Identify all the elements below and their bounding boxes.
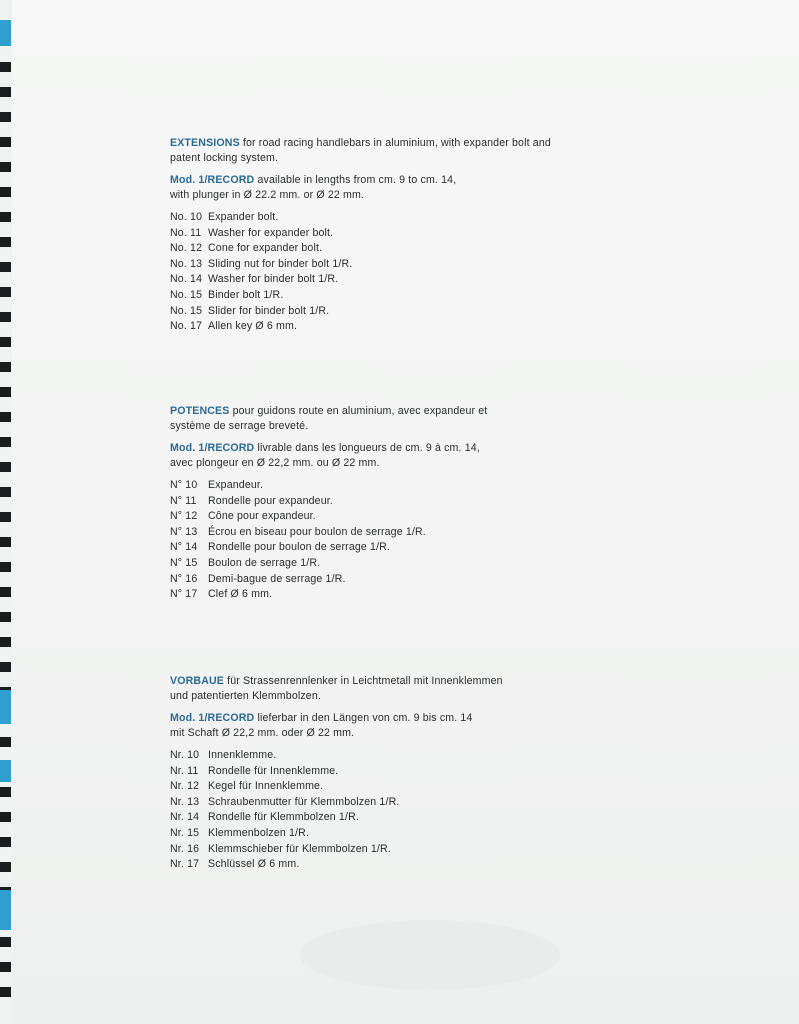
section-intro <box>170 404 640 434</box>
binding-mark <box>0 562 11 572</box>
part-description: Rondelle pour boulon de serrage 1/R. <box>208 541 391 554</box>
part-description: Washer for binder bolt 1/R. <box>208 273 339 286</box>
model-keyword: Mod. 1/RECORD <box>170 174 255 186</box>
part-number: Nr. 14 <box>170 811 200 824</box>
part-number: Nr. 17 <box>170 858 200 871</box>
part-description: Rondelle pour expandeur. <box>208 494 333 507</box>
part-description: Expandeur. <box>208 479 264 491</box>
part-number: Nr. 11 <box>170 764 199 777</box>
part-description: Schraubenmutter für Klemmbolzen 1/R. <box>208 795 400 808</box>
part-description: Klemmenbolzen 1/R. <box>208 826 310 839</box>
section-english <box>170 136 640 345</box>
model-description <box>170 173 640 203</box>
parts-list <box>170 748 640 873</box>
part-number: No. 14 <box>170 273 203 286</box>
binding-mark <box>0 187 11 197</box>
binding-mark <box>0 362 11 372</box>
part-item <box>170 226 640 242</box>
binding-mark <box>0 237 11 247</box>
section-intro <box>170 136 640 166</box>
binding-mark <box>0 487 11 497</box>
part-number: No. 11 <box>170 226 202 239</box>
part-item <box>170 210 640 226</box>
part-item <box>170 810 640 826</box>
intro-line-2: système de serrage breveté. <box>170 420 309 432</box>
binding-mark <box>0 62 11 72</box>
intro-line-2: patent locking system. <box>170 152 279 164</box>
part-number: No. 17 <box>170 320 203 333</box>
part-item <box>170 272 640 288</box>
binding-mark <box>0 987 11 997</box>
binding-mark <box>0 587 11 597</box>
part-item <box>170 826 640 842</box>
part-number: N° 17 <box>170 588 198 601</box>
part-number: N° 16 <box>170 572 198 585</box>
part-number: No. 12 <box>170 242 203 255</box>
model-description <box>170 711 640 741</box>
section-french <box>170 404 640 613</box>
model-keyword: Mod. 1/RECORD <box>170 712 255 724</box>
binding-mark <box>0 937 11 947</box>
intro-text: pour guidons route en aluminium, avec expandeur et <box>229 405 488 417</box>
part-item <box>170 556 640 572</box>
binding-mark <box>0 737 11 747</box>
part-item <box>170 494 640 510</box>
binding-mark <box>0 637 11 647</box>
intro-text: for road racing handlebars in aluminium, with expander bolt and <box>239 137 551 149</box>
part-number: N° 14 <box>170 541 198 554</box>
binding-mark <box>0 512 11 522</box>
intro-line-1 <box>170 674 640 689</box>
binding-mark <box>0 337 11 347</box>
part-item <box>170 857 640 873</box>
part-number: Nr. 10 <box>170 749 200 761</box>
part-description: Écrou en biseau pour boulon de serrage 1/R. <box>208 525 426 538</box>
part-item <box>170 304 640 320</box>
part-description: Cône pour expandeur. <box>208 510 316 523</box>
section-intro <box>170 674 640 704</box>
part-description: Kegel für Innenklemme. <box>208 780 324 793</box>
binding-mark <box>0 690 11 724</box>
part-description: Allen key Ø 6 mm. <box>208 320 298 333</box>
binding-mark <box>0 837 11 847</box>
part-item <box>170 241 640 257</box>
model-line-1 <box>170 441 640 456</box>
part-description: Expander bolt. <box>208 211 279 223</box>
binding-mark <box>0 662 11 672</box>
binding-mark <box>0 20 11 46</box>
part-item <box>170 319 640 335</box>
part-number: N° 13 <box>170 525 198 538</box>
part-item <box>170 764 640 780</box>
part-number: Nr. 13 <box>170 795 200 808</box>
part-number: N° 12 <box>170 510 198 523</box>
model-line-2: avec plongeur en Ø 22,2 mm. ou Ø 22 mm. <box>170 457 380 469</box>
intro-text: für Strassenrennlenker in Leichtmetall mit Innenklemmen <box>224 675 503 687</box>
part-item <box>170 509 640 525</box>
binding-mark <box>0 287 11 297</box>
intro-line-1 <box>170 404 640 419</box>
section-keyword: EXTENSIONS <box>170 137 240 149</box>
binding-mark <box>0 162 11 172</box>
part-description: Rondelle für Innenklemme. <box>208 764 339 777</box>
part-number: Nr. 12 <box>170 780 200 793</box>
model-line-2: with plunger in Ø 22.2 mm. or Ø 22 mm. <box>170 189 365 201</box>
part-item <box>170 795 640 811</box>
part-description: Clef Ø 6 mm. <box>208 588 273 601</box>
part-item <box>170 748 640 764</box>
part-description: Slider for binder bolt 1/R. <box>208 304 330 317</box>
parts-list <box>170 210 640 335</box>
part-description: Schlüssel Ø 6 mm. <box>208 858 300 871</box>
part-description: Demi-bague de serrage 1/R. <box>208 572 346 585</box>
intro-line-1 <box>170 136 640 151</box>
model-text: lieferbar in den Längen von cm. 9 bis cm. 14 <box>254 712 473 724</box>
part-number: Nr. 16 <box>170 842 200 855</box>
part-number: No. 10 <box>170 211 203 223</box>
part-number: Nr. 15 <box>170 826 200 839</box>
part-item <box>170 525 640 541</box>
part-description: Cone for expander bolt. <box>208 242 323 255</box>
section-german <box>170 674 640 883</box>
part-item <box>170 257 640 273</box>
part-item <box>170 587 640 603</box>
binding-mark <box>0 312 11 322</box>
part-description: Binder bolt 1/R. <box>208 288 284 301</box>
part-description: Washer for expander bolt. <box>208 226 334 239</box>
binding-mark <box>0 787 11 797</box>
binding-mark <box>0 437 11 447</box>
binding-mark <box>0 537 11 547</box>
section-keyword: VORBAUE <box>170 675 225 687</box>
binding-edge <box>0 0 12 1024</box>
model-line-1 <box>170 711 640 726</box>
part-description: Rondelle für Klemmbolzen 1/R. <box>208 811 359 824</box>
binding-mark <box>0 112 11 122</box>
part-number: No. 13 <box>170 257 203 270</box>
binding-mark <box>0 760 11 782</box>
binding-mark <box>0 412 11 422</box>
binding-mark <box>0 862 11 872</box>
binding-mark <box>0 387 11 397</box>
part-item <box>170 478 640 494</box>
binding-mark <box>0 87 11 97</box>
part-item <box>170 779 640 795</box>
model-keyword: Mod. 1/RECORD <box>170 442 255 454</box>
binding-mark <box>0 812 11 822</box>
model-line-1 <box>170 173 640 188</box>
part-number: N° 11 <box>170 494 197 507</box>
part-item <box>170 572 640 588</box>
part-description: Sliding nut for binder bolt 1/R. <box>208 257 353 270</box>
binding-mark <box>0 462 11 472</box>
model-description <box>170 441 640 471</box>
part-number: N° 10 <box>170 479 198 491</box>
part-item <box>170 842 640 858</box>
paper-smudge <box>300 920 560 990</box>
part-description: Boulon de serrage 1/R. <box>208 556 321 569</box>
binding-mark <box>0 137 11 147</box>
section-keyword: POTENCES <box>170 405 230 417</box>
binding-mark <box>0 962 11 972</box>
part-item <box>170 288 640 304</box>
model-text: available in lengths from cm. 9 to cm. 14, <box>254 174 457 186</box>
part-number: No. 15 <box>170 288 203 301</box>
binding-mark <box>0 890 11 930</box>
part-number: No. 15 <box>170 304 203 317</box>
part-description: Innenklemme. <box>208 749 277 761</box>
model-line-2: mit Schaft Ø 22,2 mm. oder Ø 22 mm. <box>170 727 355 739</box>
intro-line-2: und patentierten Klemmbolzen. <box>170 690 321 702</box>
part-description: Klemmschieber für Klemmbolzen 1/R. <box>208 842 391 855</box>
part-item <box>170 540 640 556</box>
binding-mark <box>0 612 11 622</box>
parts-list <box>170 478 640 603</box>
binding-mark <box>0 212 11 222</box>
binding-mark <box>0 262 11 272</box>
model-text: livrable dans les longueurs de cm. 9 à cm. 14, <box>254 442 480 454</box>
part-number: N° 15 <box>170 556 198 569</box>
